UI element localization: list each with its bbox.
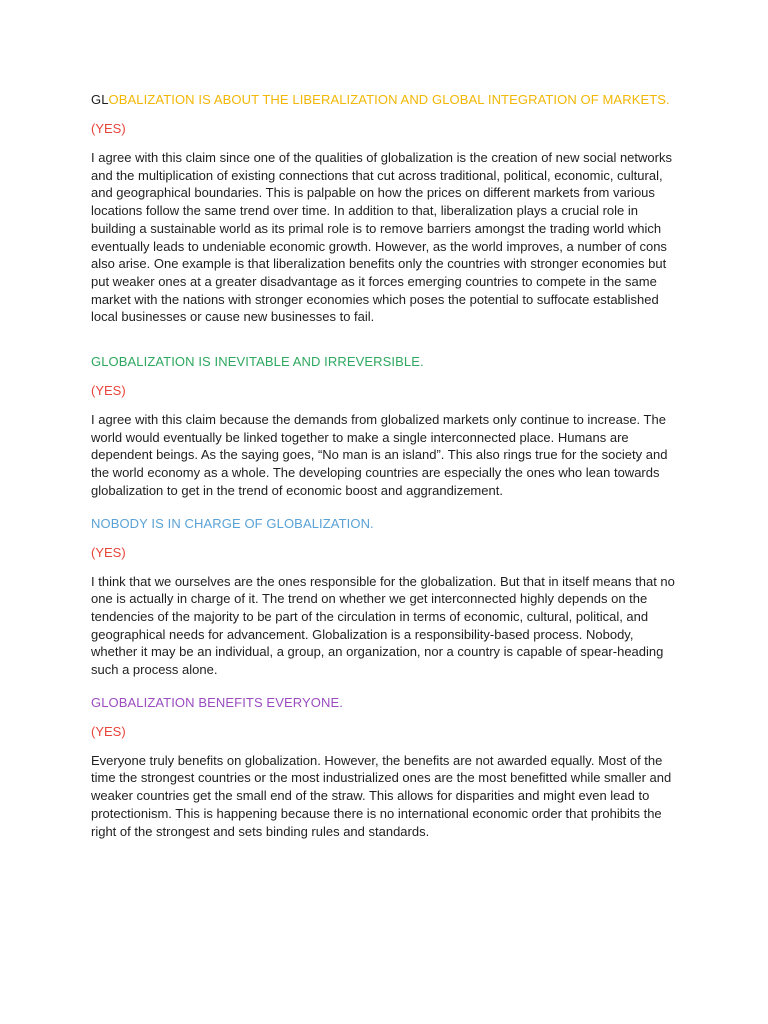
section-heading-liberalization <box>91 91 683 109</box>
section-body: I think that we ourselves are the ones responsible for the globalization. But that in itself means that no one is actually in charge of it. The trend on whether we get interconnected highly depends on the tendencies of the majority to be part of the circulation in terms of economic, cultural, political, and geographical needs for advancement. Globalization is a responsibility-based process. Nobody, whether it may be an individual, a group, an organization, nor a country is capable of spear-heading such a process alone. <box>91 573 675 678</box>
section-verdict: (YES) <box>91 723 126 739</box>
section-verdict: (YES) <box>91 383 126 399</box>
section-heading-benefits-everyone: GLOBALIZATION BENEFITS EVERYONE. <box>91 694 343 710</box>
section-heading-inevitable: GLOBALIZATION IS INEVITABLE AND IRREVERSIBLE. <box>91 354 424 370</box>
section-heading-nobody-in-charge: NOBODY IS IN CHARGE OF GLOBALIZATION. <box>91 515 374 531</box>
section-verdict: (YES) <box>91 544 126 560</box>
section-heading-text: OBALIZATION IS ABOUT THE LIBERALIZATION AND GLOBAL INTEGRATION OF MARKETS. <box>108 92 670 107</box>
section-body: I agree with this claim because the demands from globalized markets only continue to increase. The world would eventually be linked together to make a single interconnected place. Humans are dependent beings. As the saying goes, “No man is an island”. This also rings true for the society and the world economy as a whole. The developing countries are especially the ones who lean towards globalization to get in the trend of economic boost and aggrandizement. <box>91 412 668 498</box>
document-content <box>91 91 683 840</box>
section-body: Everyone truly benefits on globalization. However, the benefits are not awarded equally. Most of the time the strongest countries or the most industrialized ones are the most benefitted while smaller and weaker countries get the small end of the straw. This allows for disparities and might even lead to protectionism. This is happening because there is no international economic order that prohibits the right of the strongest and sets binding rules and standards. <box>91 752 672 839</box>
section-body: I agree with this claim since one of the qualities of globalization is the creation of new social networks and the multiplication of existing connections that cut across traditional, political, economic, cultural, and geographical boundaries. This is palpable on how the prices on different markets from various locations follow the same trend over time. In addition to that, liberalization plays a crucial role in building a sustainable world as its primal role is to remove barriers amongst the trading world which eventually leads to undeniable economic growth. However, as the world improves, a number of cons also arise. One example is that liberalization benefits only the countries with stronger economies but put weaker ones at a greater disadvantage as it forces emerging countries to compete in the same market with the nations with stronger economies which poses the potential to suffocate established local businesses or cause new businesses to fail. <box>91 150 672 325</box>
section-verdict: (YES) <box>91 121 126 136</box>
section-heading-prefix: GL <box>91 92 109 107</box>
